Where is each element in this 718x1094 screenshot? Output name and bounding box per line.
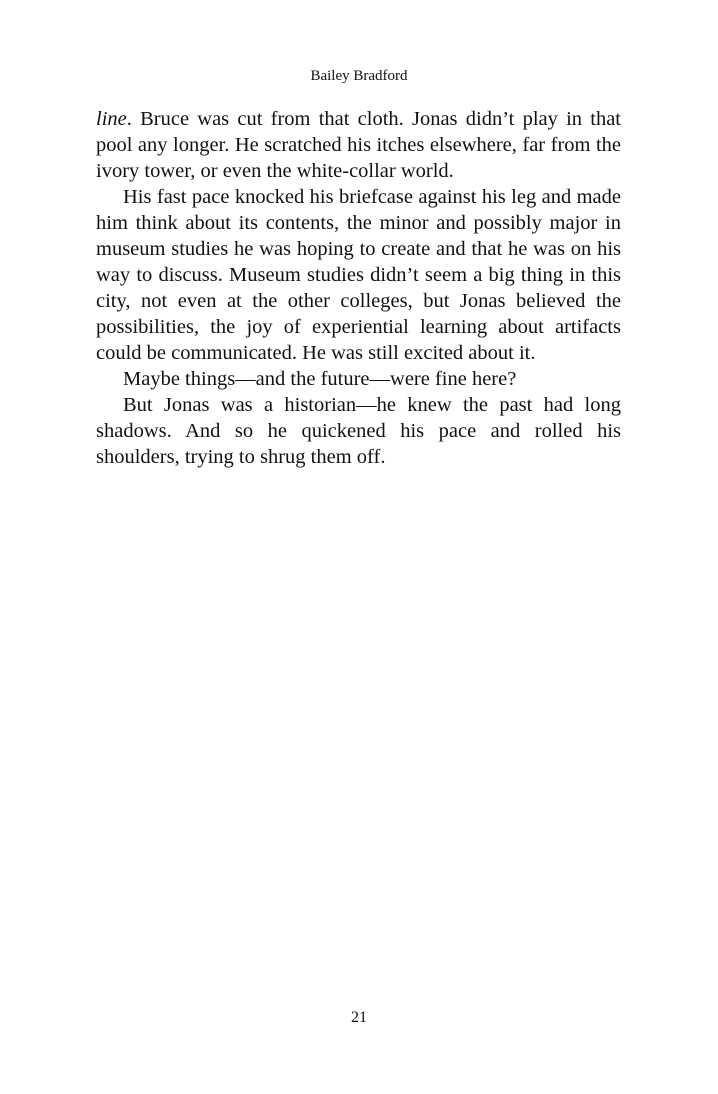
paragraph-1 — [96, 106, 621, 184]
paragraph-1-text: . Bruce was cut from that cloth. Jonas didn’t play in that pool any longer. He scratched his itches elsewhere, far from the ivory tower, or even the white-collar world. — [96, 108, 621, 182]
body-text — [96, 106, 621, 470]
running-head-author: Bailey Bradford — [310, 68, 408, 84]
paragraph-3: Maybe things—and the future—were fine here? — [123, 368, 517, 390]
page-number: 21 — [351, 1009, 367, 1026]
paragraph-4: But Jonas was a historian—he knew the past had long shadows. And so he quickened his pace and rolled his shoulders, trying to shrug them off. — [96, 394, 621, 468]
paragraph-2: His fast pace knocked his briefcase against his leg and made him think about its contents, the minor and possibly major in museum studies he was hoping to create and that he was on his way to discuss. Museum studies didn’t seem a big thing in this city, not even at the other colleges, but Jonas believed the possibilities, the joy of experiential learning about artifacts could be communicated. He was still excited about it. — [96, 186, 621, 364]
italic-word: line — [96, 108, 127, 130]
